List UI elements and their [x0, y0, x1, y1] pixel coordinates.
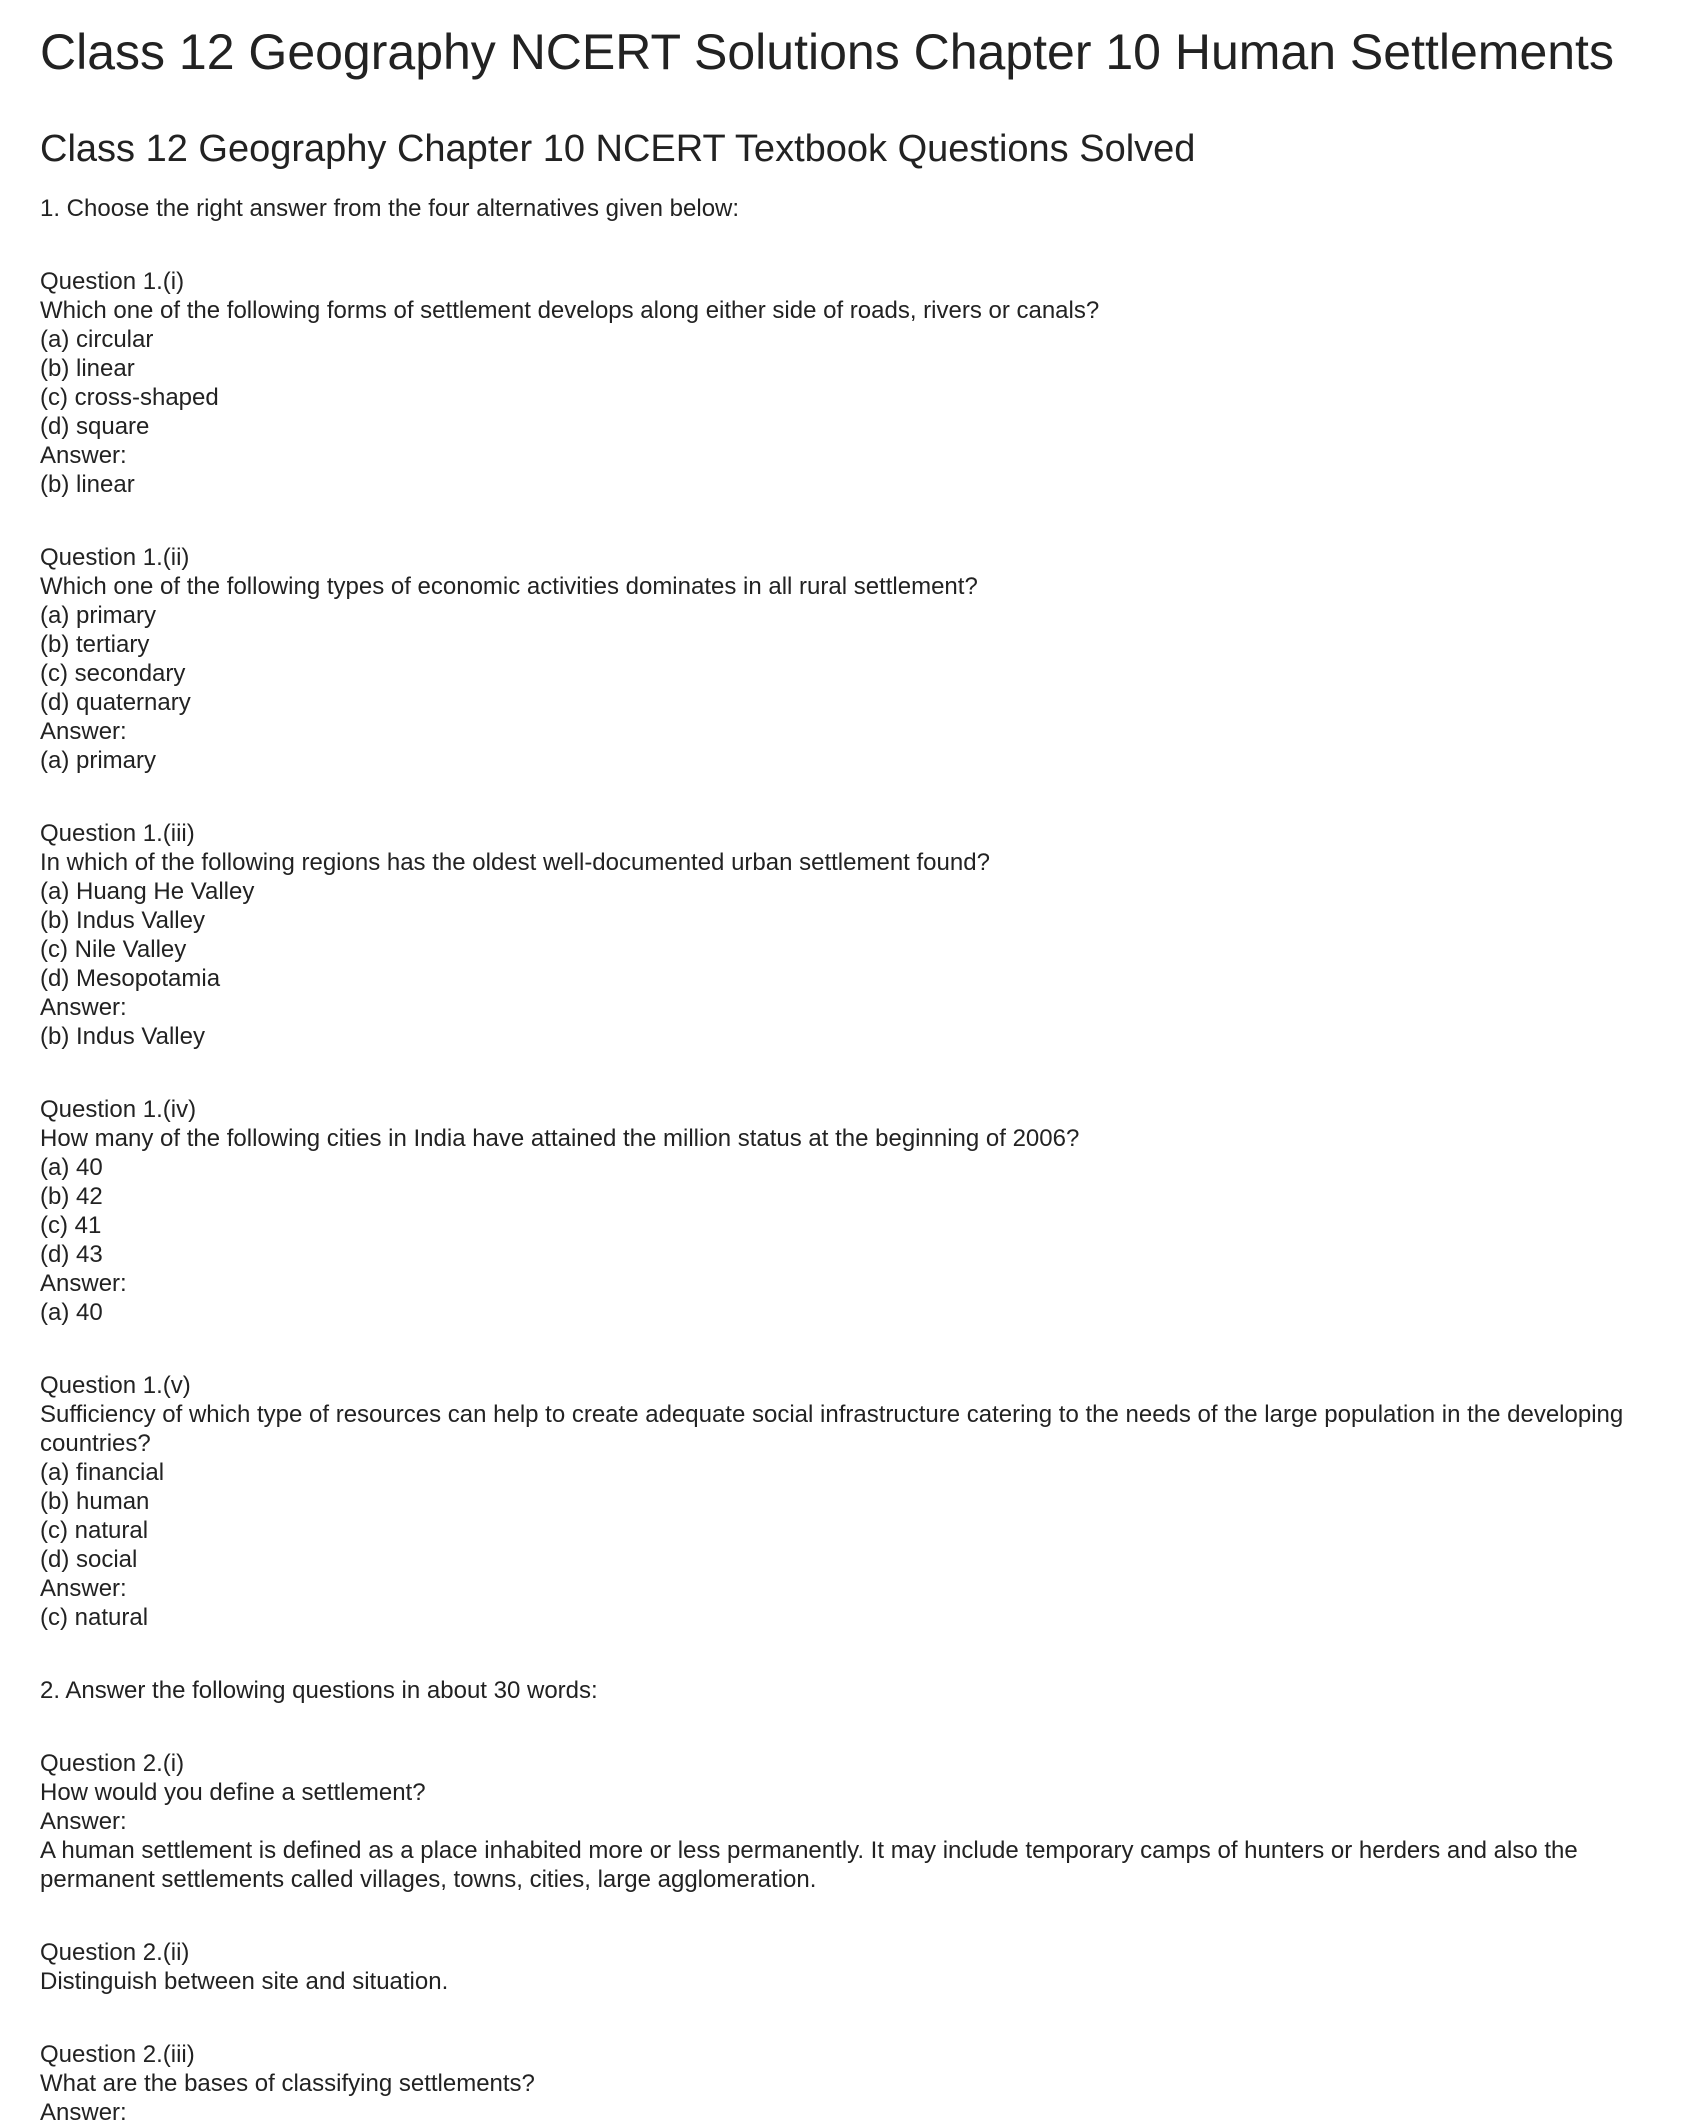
- question-label: Question 1.(ii): [40, 544, 190, 571]
- answer-label: Answer:: [40, 1575, 127, 1602]
- option: (a) financial: [40, 1459, 165, 1486]
- question-text: Sufficiency of which type of resources can help to create adequate social infrastructure catering to the needs of the large population in the developing countries?: [40, 1401, 1624, 1457]
- question-block: [40, 543, 1660, 775]
- answer-label: Answer:: [40, 442, 127, 469]
- question-text: How many of the following cities in India have attained the million status at the beginning of 2006?: [40, 1125, 1080, 1152]
- option: (a) Huang He Valley: [40, 878, 255, 905]
- question-block: [40, 2040, 1660, 2127]
- option: (c) secondary: [40, 660, 186, 687]
- question-label: Question 2.(i): [40, 1750, 185, 1777]
- question-label: Question 1.(iii): [40, 820, 195, 847]
- answer-label: Answer:: [40, 2099, 127, 2126]
- option: (d) square: [40, 413, 150, 440]
- option: (c) natural: [40, 1517, 149, 1544]
- option: (d) 43: [40, 1241, 103, 1268]
- question-text: Which one of the following forms of settlement develops along either side of roads, rivers or canals?: [40, 297, 1100, 324]
- answer-label: Answer:: [40, 1808, 127, 1835]
- question-label: Question 1.(iv): [40, 1096, 197, 1123]
- option: (a) primary: [40, 602, 157, 629]
- option: (a) 40: [40, 1154, 103, 1181]
- question-label: Question 1.(v): [40, 1372, 191, 1399]
- option: (b) linear: [40, 355, 135, 382]
- option: (d) social: [40, 1546, 138, 1573]
- answer-label: Answer:: [40, 1270, 127, 1297]
- answer-text: (a) 40: [40, 1299, 103, 1326]
- section-1-intro: 1. Choose the right answer from the four alternatives given below:: [40, 195, 740, 222]
- question-text: Which one of the following types of economic activities dominates in all rural settlement?: [40, 573, 978, 600]
- page-subtitle: Class 12 Geography Chapter 10 NCERT Textbook Questions Solved: [40, 128, 1196, 170]
- question-label: Question 1.(i): [40, 268, 185, 295]
- option: (d) quaternary: [40, 689, 191, 716]
- page-title: Class 12 Geography NCERT Solutions Chapter 10 Human Settlements: [40, 24, 1614, 80]
- question-text: In which of the following regions has the oldest well-documented urban settlement found?: [40, 849, 990, 876]
- question-text: What are the bases of classifying settlements?: [40, 2070, 535, 2097]
- answer-text: (a) primary: [40, 747, 157, 774]
- question-text: How would you define a settlement?: [40, 1779, 426, 1806]
- answer-text: (b) Indus Valley: [40, 1023, 205, 1050]
- section-2-intro: 2. Answer the following questions in about 30 words:: [40, 1677, 598, 1704]
- option: (b) Indus Valley: [40, 907, 205, 934]
- question-block: [40, 267, 1660, 499]
- question-block: [40, 1095, 1660, 1327]
- answer-text: (b) linear: [40, 471, 135, 498]
- option: (b) human: [40, 1488, 150, 1515]
- answer-text: A human settlement is defined as a place inhabited more or less permanently. It may include temporary camps of hunters or herders and also the permanent settlements called villages, towns, cities, large agglomeration.: [40, 1837, 1578, 1893]
- question-text: Distinguish between site and situation.: [40, 1968, 449, 1995]
- option: (d) Mesopotamia: [40, 965, 221, 992]
- answer-label: Answer:: [40, 994, 127, 1021]
- option: (c) cross-shaped: [40, 384, 219, 411]
- option: (b) 42: [40, 1183, 103, 1210]
- option: (a) circular: [40, 326, 154, 353]
- answer-text: (c) natural: [40, 1604, 149, 1631]
- option: (b) tertiary: [40, 631, 150, 658]
- question-block: [40, 1749, 1660, 1894]
- option: (c) 41: [40, 1212, 102, 1239]
- question-block: [40, 1371, 1660, 1632]
- question-label: Question 2.(ii): [40, 1939, 190, 1966]
- answer-label: Answer:: [40, 718, 127, 745]
- section-2-intro-block: [40, 1676, 1660, 1705]
- question-block: [40, 819, 1660, 1051]
- option: (c) Nile Valley: [40, 936, 187, 963]
- question-block: [40, 1938, 1660, 1996]
- question-label: Question 2.(iii): [40, 2041, 195, 2068]
